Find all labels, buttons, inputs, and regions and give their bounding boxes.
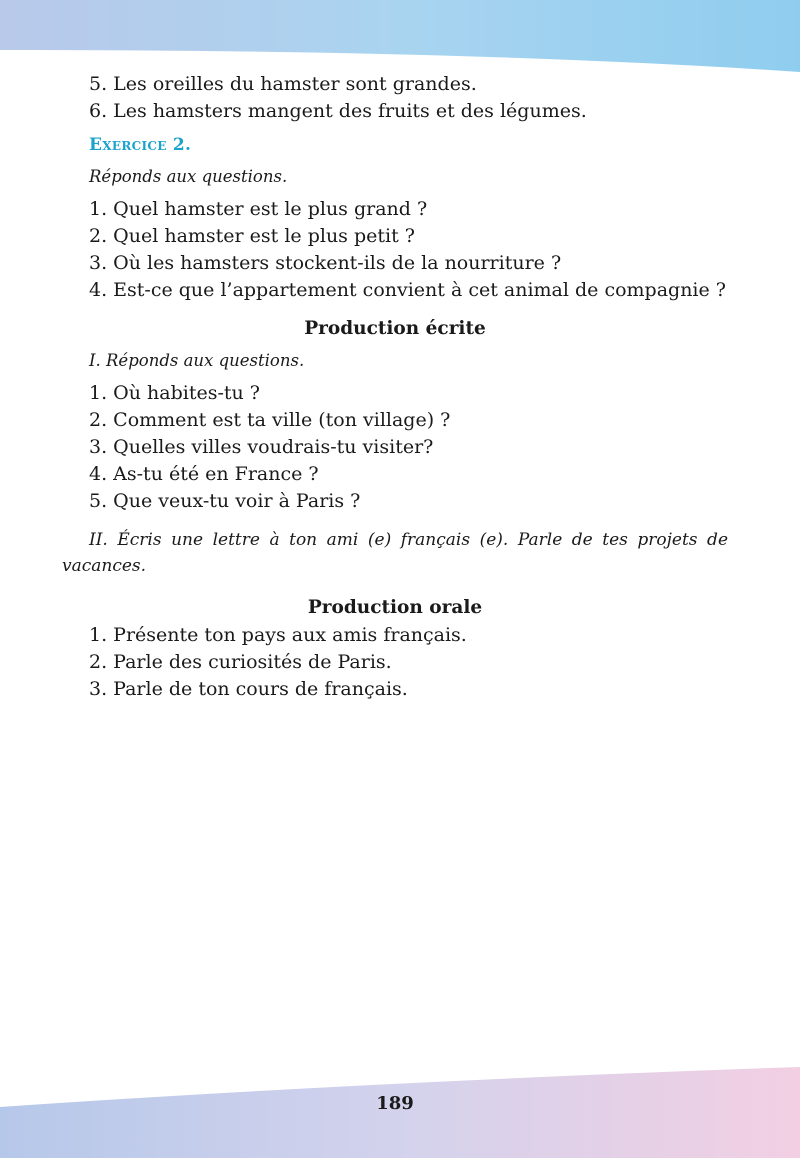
section-instruction: I. Réponds aux questions. <box>89 351 305 370</box>
section-heading-production-orale: Production orale <box>307 597 483 618</box>
list-item: 3. Parle de ton cours de français. <box>89 678 408 700</box>
list-item: 3. Quelles villes voudrais-tu visiter? <box>89 436 434 458</box>
list-item: 3. Où les hamsters stockent-ils de la nourriture ? <box>89 252 562 274</box>
list-item: 4. Est-ce que l’appartement convient à cet animal de compagnie ? <box>89 279 726 301</box>
list-item: 2. Parle des curiosités de Paris. <box>89 651 392 673</box>
page-number: 189 <box>376 1093 414 1114</box>
exercise-instruction: Réponds aux questions. <box>89 167 288 186</box>
list-item: 5. Les oreilles du hamster sont grandes. <box>89 73 477 95</box>
list-item: 2. Quel hamster est le plus petit ? <box>89 225 415 247</box>
list-item: 4. As-tu été en France ? <box>89 463 319 485</box>
list-item: 1. Où habites-tu ? <box>89 382 260 404</box>
list-item: 2. Comment est ta ville (ton village) ? <box>89 409 451 431</box>
exercise-title: Exercice 2. <box>89 135 192 155</box>
list-item: 5. Que veux-tu voir à Paris ? <box>89 490 361 512</box>
writing-task-paragraph: II. Écris une lettre à ton ami (e) français (e). Parle de tes projets de vacances. <box>62 530 728 576</box>
list-item: 1. Quel hamster est le plus grand ? <box>89 198 428 220</box>
list-item: 6. Les hamsters mangent des fruits et des légumes. <box>89 100 587 122</box>
list-item: 1. Présente ton pays aux amis français. <box>89 624 467 646</box>
section-heading-production-ecrite: Production écrite <box>304 318 486 339</box>
